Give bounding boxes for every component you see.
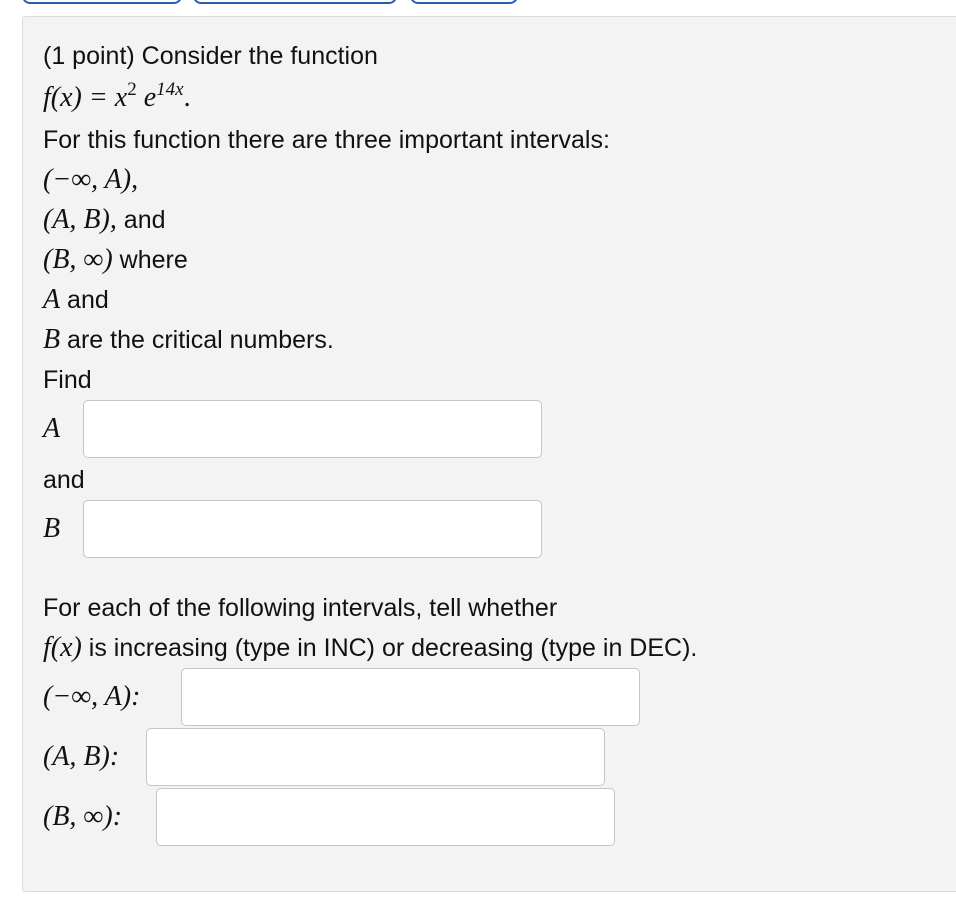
interval-2-text: (A, B), and <box>43 204 166 235</box>
answer-row-interval-2 <box>43 728 605 786</box>
function-base: x <box>114 82 128 113</box>
intervals-intro: For this function there are three important intervals: <box>43 126 610 154</box>
monotone-instruction: f(x) is increasing (type in INC) or decreasing (type in DEC). <box>43 632 698 663</box>
tab-3[interactable] <box>410 0 518 4</box>
top-tabs <box>22 0 956 6</box>
answer-row-b <box>43 500 542 558</box>
problem-intro: (1 point) Consider the function <box>43 42 378 70</box>
function-exp-power: 14x <box>156 79 184 100</box>
tab-1[interactable] <box>22 0 182 4</box>
interval-3-text: (B, ∞) where <box>43 244 188 275</box>
answer-b-input[interactable] <box>83 500 542 558</box>
function-exp-base: e <box>143 82 157 113</box>
answer-row-interval-1 <box>43 668 640 726</box>
tab-2[interactable] <box>193 0 397 4</box>
and-label: and <box>43 466 85 494</box>
function-definition <box>43 79 191 117</box>
b-definition: B are the critical numbers. <box>43 324 334 355</box>
function-lhs: f(x) = <box>43 82 115 113</box>
monotone-intro: For each of the following intervals, tell whether <box>43 594 558 622</box>
label-a: A <box>43 413 61 444</box>
answer-row-a <box>43 400 542 458</box>
label-b: B <box>43 513 61 544</box>
interval-1-input[interactable] <box>181 668 640 726</box>
interval-1-text: (−∞, A), <box>43 164 139 195</box>
label-interval-2: (A, B): <box>43 741 120 772</box>
label-interval-3: (B, ∞): <box>43 801 123 832</box>
function-end: . <box>183 82 191 113</box>
label-interval-1: (−∞, A): <box>43 681 141 712</box>
interval-3-input[interactable] <box>156 788 615 846</box>
interval-2-input[interactable] <box>146 728 605 786</box>
a-definition: A and <box>43 284 109 315</box>
answer-row-interval-3 <box>43 788 615 846</box>
problem-panel <box>22 16 956 892</box>
find-label: Find <box>43 366 92 394</box>
answer-a-input[interactable] <box>83 400 542 458</box>
function-base-exponent: 2 <box>127 79 137 100</box>
